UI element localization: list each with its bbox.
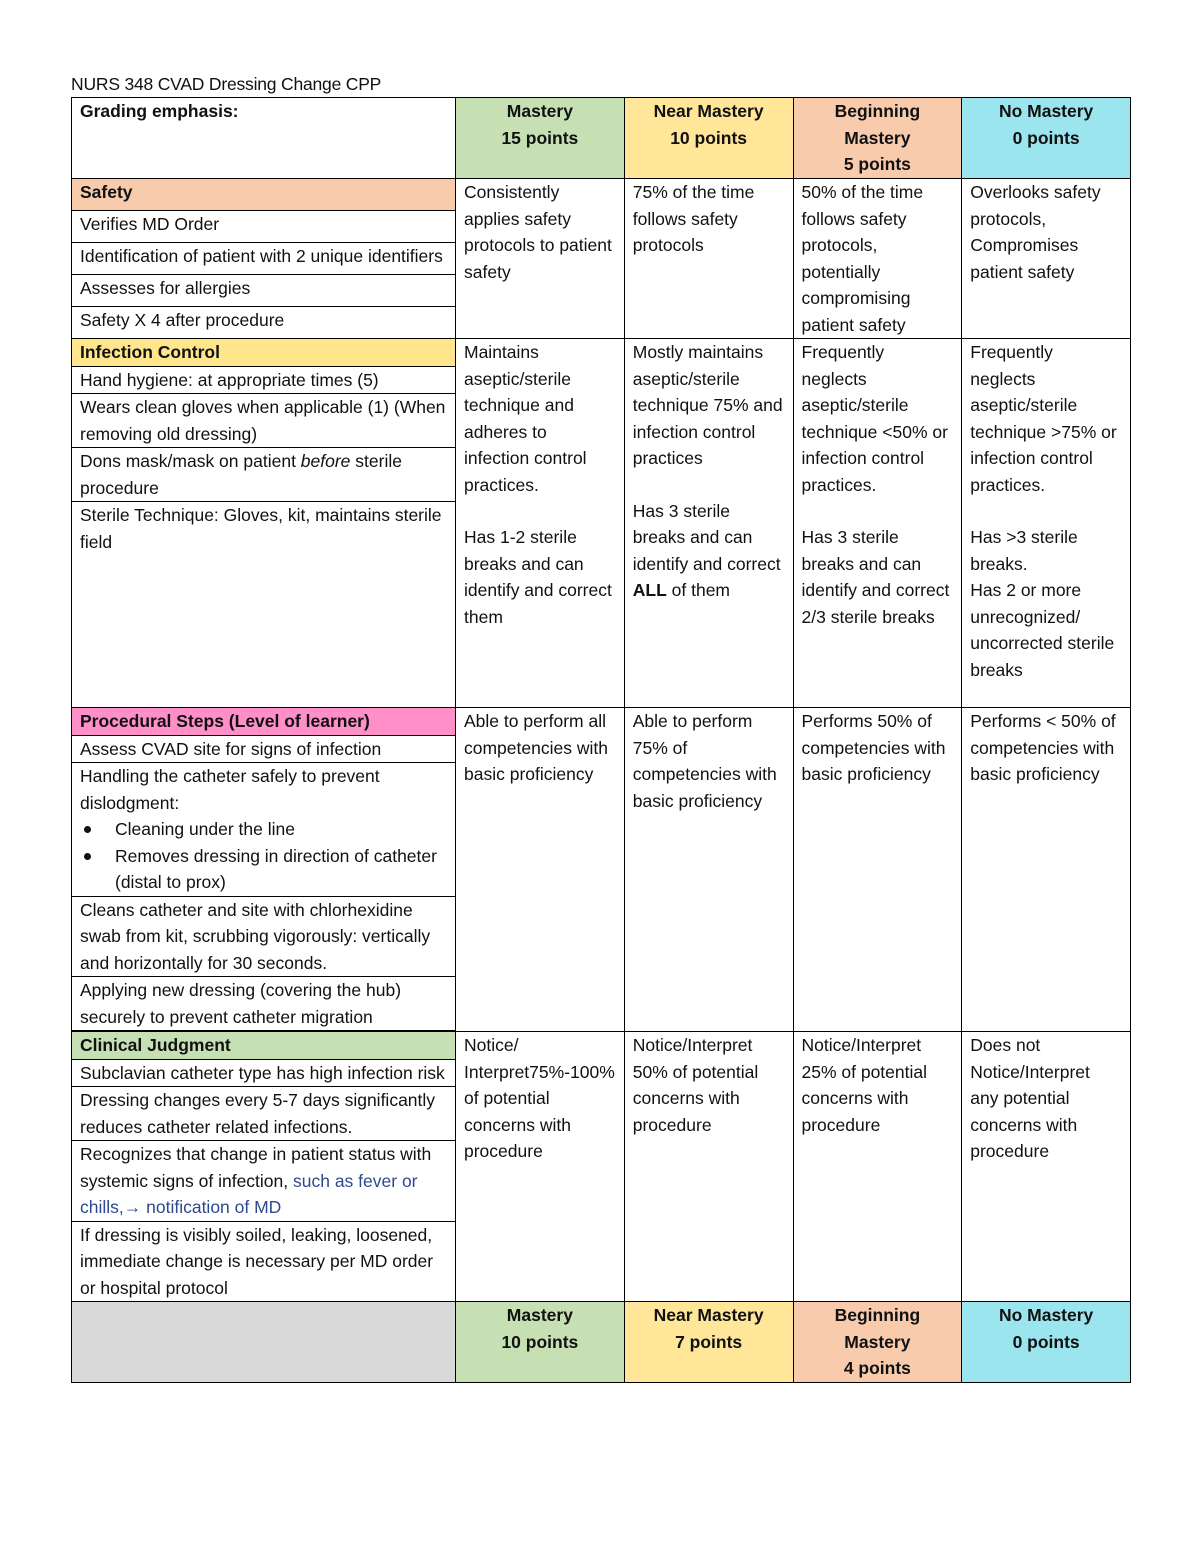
header-row (72, 98, 1131, 179)
level-name-line2: Mastery (844, 1331, 911, 1352)
infection-desc-beginning: Frequently neglects aseptic/sterile technique <50% or infection control practices. Has 3 sterile breaks and can identify and correct 2/3 sterile breaks (793, 339, 962, 708)
footer-row (72, 1302, 1131, 1383)
procedural-desc-no-mastery: Performs < 50% of competencies with basic proficiency (962, 708, 1131, 1032)
infection-desc-no-mastery: Frequently neglects aseptic/sterile technique >75% or infection control practices. Has >3 sterile breaks. Has 2 or more unrecognized/ uncorrected sterile breaks (962, 339, 1131, 708)
level-points: 4 points (843, 1358, 911, 1378)
header-near-mastery (624, 98, 793, 179)
document-title: NURS 348 CVAD Dressing Change CPP (71, 74, 382, 94)
section-title-infection-control: Infection Control (72, 339, 456, 367)
level-name: Beginning (834, 1305, 921, 1325)
clinical-item-recognizes: Recognizes that change in patient status with systemic signs of infection, such as fever or chills,→ notification of MD (72, 1141, 456, 1222)
level-name: Near Mastery (653, 101, 764, 121)
header-no-mastery (962, 98, 1131, 179)
footer-beginning-mastery (793, 1302, 962, 1383)
level-points: 15 points (501, 127, 579, 148)
level-points: 7 points (675, 1331, 743, 1352)
infection-item-gloves: Wears clean gloves when applicable (1) (When removing old dressing) (72, 394, 456, 448)
safety-title-row (72, 179, 1131, 211)
clinical-item-dressing-changes: Dressing changes every 5-7 days significantly reduces catheter related infections. (72, 1087, 456, 1141)
level-points: 0 points (1012, 1331, 1080, 1352)
procedural-desc-near-mastery: Able to perform 75% of competencies with basic proficiency (624, 708, 793, 1032)
rubric-table (71, 97, 1131, 1383)
clinical-title-row (72, 1032, 1131, 1060)
footer-mastery (456, 1302, 625, 1383)
footer-no-mastery (962, 1302, 1131, 1383)
procedural-desc-beginning: Performs 50% of competencies with basic proficiency (793, 708, 962, 1032)
handling-bullet-list (80, 816, 447, 896)
safety-item: Safety X 4 after procedure (72, 307, 456, 339)
infection-item-mask: Dons mask/mask on patient before sterile procedure (72, 448, 456, 502)
level-name: Mastery (506, 1305, 573, 1325)
safety-item: Identification of patient with 2 unique identifiers (72, 243, 456, 275)
footer-near-mastery (624, 1302, 793, 1383)
safety-desc-mastery: Consistently applies safety protocols to patient safety (456, 179, 625, 339)
procedural-desc-mastery: Able to perform all competencies with basic proficiency (456, 708, 625, 1032)
level-points: 5 points (843, 154, 911, 174)
grading-emphasis-label: Grading emphasis: (72, 98, 456, 179)
infection-desc-mastery: Maintains aseptic/sterile technique and adheres to infection control practices. Has 1-2 sterile breaks and can identify and correct them (456, 339, 625, 708)
section-title-procedural-steps: Procedural Steps (Level of learner) (72, 708, 456, 736)
clinical-desc-mastery: Notice/ Interpret75%-100% of potential concerns with procedure (456, 1032, 625, 1302)
infection-title-row (72, 339, 1131, 367)
level-name: Near Mastery (653, 1305, 764, 1325)
level-points: 0 points (1012, 127, 1080, 148)
level-name-line2: Mastery (844, 127, 911, 148)
clinical-item-soiled-dressing: If dressing is visibly soiled, leaking, loosened, immediate change is necessary per MD order or hospital protocol (72, 1221, 456, 1302)
clinical-desc-near-mastery: Notice/Interpret 50% of potential concerns with procedure (624, 1032, 793, 1302)
clinical-desc-beginning: Notice/Interpret 25% of potential concerns with procedure (793, 1032, 962, 1302)
level-name: No Mastery (998, 101, 1094, 121)
section-title-safety: Safety (72, 179, 456, 211)
procedural-item-applying: Applying new dressing (covering the hub) securely to prevent catheter migration (72, 977, 456, 1031)
safety-item: Assesses for allergies (72, 275, 456, 307)
header-beginning-mastery (793, 98, 962, 179)
procedural-item-handling: Handling the catheter safely to prevent dislodgment: Cleaning under the line Removes dressing in direction of catheter (distal to prox) (72, 763, 456, 897)
safety-item: Verifies MD Order (72, 211, 456, 243)
procedural-item-cleans: Cleans catheter and site with chlorhexidine swab from kit, scrubbing vigorously: vertically and horizontally for 30 seconds. (72, 896, 456, 977)
list-item: Cleaning under the line (115, 816, 447, 843)
infection-item-hand-hygiene: Hand hygiene: at appropriate times (5) (72, 366, 456, 394)
safety-desc-near-mastery: 75% of the time follows safety protocols (624, 179, 793, 339)
level-name: No Mastery (998, 1305, 1094, 1325)
safety-desc-no-mastery: Overlooks safety protocols, Compromises patient safety (962, 179, 1131, 339)
safety-desc-beginning: 50% of the time follows safety protocols, potentially compromising patient safety (793, 179, 962, 339)
level-name: Beginning (834, 101, 921, 121)
level-points: 10 points (501, 1331, 579, 1352)
footer-blank-cell (72, 1302, 456, 1383)
clinical-item-subclavian: Subclavian catheter type has high infection risk (72, 1059, 456, 1087)
header-mastery (456, 98, 625, 179)
list-item: Removes dressing in direction of catheter (distal to prox) (115, 843, 447, 896)
procedural-title-row (72, 708, 1131, 736)
clinical-desc-no-mastery: Does not Notice/Interpret any potential concerns with procedure (962, 1032, 1131, 1302)
infection-desc-near-mastery: Mostly maintains aseptic/sterile technique 75% and infection control practices Has 3 sterile breaks and can identify and correct ALL of them (624, 339, 793, 708)
infection-item-sterile-technique: Sterile Technique: Gloves, kit, maintains sterile field (72, 502, 456, 708)
procedural-item-assess: Assess CVAD site for signs of infection (72, 735, 456, 763)
level-name: Mastery (506, 101, 573, 121)
level-points: 10 points (670, 127, 748, 148)
section-title-clinical-judgment: Clinical Judgment (72, 1032, 456, 1060)
